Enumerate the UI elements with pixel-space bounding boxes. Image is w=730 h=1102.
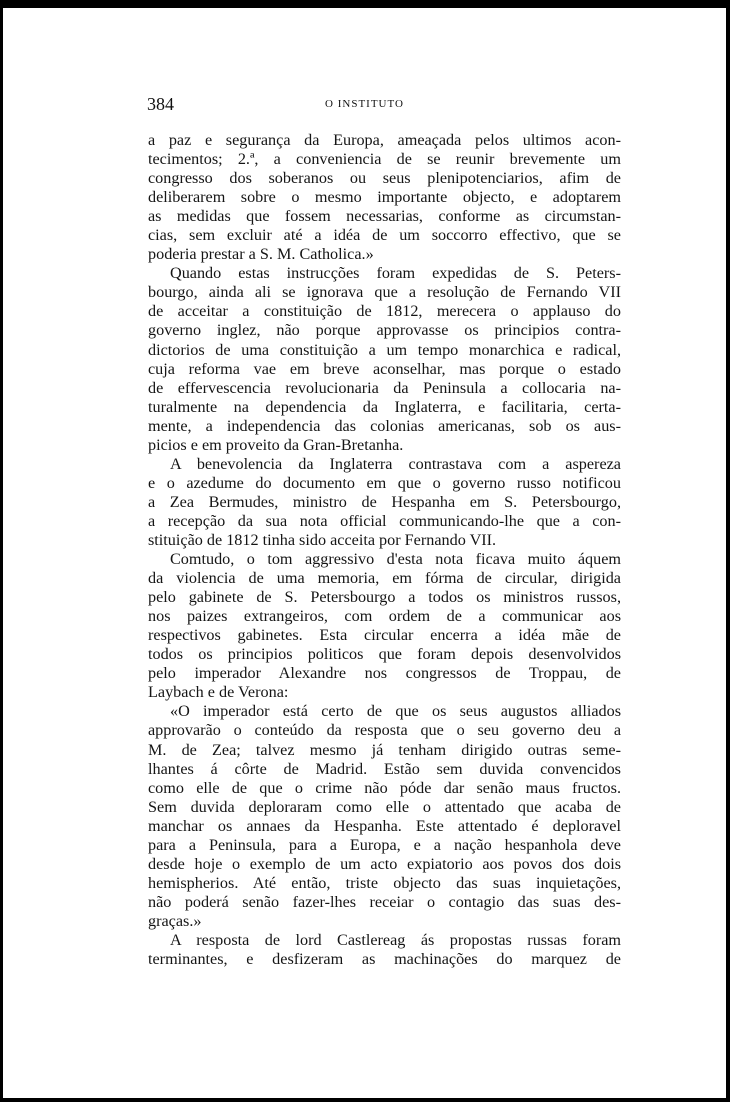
text-line: todos os principios politicos que foram depois desenvolvidos: [148, 645, 621, 664]
text-line: approvarão o conteúdo da resposta que o seu governo deu a: [148, 721, 621, 740]
text-line: cias, sem excluir até a idéa de um soccorro effectivo, que se: [148, 226, 621, 245]
text-line: Sem duvida deploraram como elle o attentado que acaba de: [148, 797, 621, 816]
text-line: M. de Zea; talvez mesmo já tenham dirigido outras seme-: [148, 740, 621, 759]
text-line: stituição de 1812 tinha sido acceita por Fernando VII.: [148, 530, 497, 549]
text-line: lhantes á côrte de Madrid. Estão sem duvida convencidos: [148, 759, 621, 778]
text-line: cuja reforma vae em breve aconselhar, mas porque o estado: [148, 359, 621, 378]
text-line: Comtudo, o tom aggressivo d'esta nota ficava muito áquem: [170, 550, 621, 569]
text-line: a recepção da sua nota official communicando-lhe que a con-: [148, 511, 621, 530]
text-line: «O imperador está certo de que os seus augustos alliados: [170, 702, 621, 721]
text-line: a paz e segurança da Europa, ameaçada pelos ultimos acon-: [148, 131, 621, 149]
text-line: desde hoje o exemplo de um acto expiatorio aos povos dos dois: [148, 854, 621, 873]
text-line: hemispherios. Até então, triste objecto das suas inquietações,: [148, 873, 621, 892]
text-line: da violencia de uma memoria, em fórma de circular, dirigida: [148, 569, 621, 588]
text-line: picios e em proveito da Gran-Bretanha.: [148, 435, 404, 454]
text-line: governo inglez, não porque approvasse os principios contra-: [148, 321, 621, 340]
text-line: pelo imperador Alexandre nos congressos de Troppau, de: [148, 664, 621, 683]
text-line: deliberarem sobre o mesmo importante objecto, e adoptarem: [148, 188, 621, 207]
text-line: de acceitar a constituição de 1812, merecera o applauso do: [148, 302, 621, 321]
text-line: as medidas que fossem necessarias, conforme as circumstan-: [148, 207, 621, 226]
text-line: A resposta de lord Castlereag ás propostas russas foram: [170, 930, 621, 949]
text-line: bourgo, ainda ali se ignorava que a resolução de Fernando VII: [148, 283, 621, 302]
running-title: O INSTITUTO: [325, 98, 404, 110]
page-number: 384: [147, 94, 174, 114]
text-line: tecimentos; 2.ª, a conveniencia de se reunir brevemente um: [148, 150, 621, 169]
page-header: [3, 94, 726, 118]
text-line: como elle de que o crime não póde dar senão maus fructos.: [148, 778, 621, 797]
text-line: de effervescencia revolucionaria da Peninsula a collocaria na-: [148, 378, 621, 397]
text-line: Quando estas instrucções foram expedidas de S. Peters-: [170, 264, 621, 283]
text-line: Laybach e de Verona:: [148, 683, 289, 702]
text-line: dictorios de uma constituição a um tempo monarchica e radical,: [148, 340, 621, 359]
text-line: A benevolencia da Inglaterra contrastava com a aspereza: [170, 454, 621, 473]
text-line: terminantes, e desfizeram as machinações do marquez de: [148, 950, 621, 969]
text-line: nos paizes extrangeiros, com ordem de a communicar aos: [148, 607, 621, 626]
text-line: não poderá senão fazer-lhes receiar o contagio das suas des-: [148, 892, 621, 911]
text-line: a Zea Bermudes, ministro de Hespanha em S. Petersbourgo,: [148, 492, 621, 511]
text-line: congresso dos soberanos ou seus plenipotenciarios, afim de: [148, 169, 621, 188]
text-line: respectivos gabinetes. Esta circular encerra a idéa mãe de: [148, 626, 621, 645]
text-line: graças.»: [148, 911, 202, 930]
text-line: e o azedume do documento em que o governo russo notificou: [148, 473, 621, 492]
body-text: [148, 131, 621, 969]
text-line: turalmente na dependencia da Inglaterra, e facilitaria, certa-: [148, 397, 621, 416]
text-line: mente, a independencia das colonias americanas, sob os aus-: [148, 416, 621, 435]
text-line: para a Peninsula, para a Europa, e a nação hespanhola deve: [148, 835, 621, 854]
book-page: [3, 8, 726, 1098]
text-line: manchar os annaes da Hespanha. Este attentado é deploravel: [148, 816, 621, 835]
text-line: poderia prestar a S. M. Catholica.»: [148, 245, 374, 264]
text-line: pelo gabinete de S. Petersbourgo a todos os ministros russos,: [148, 588, 621, 607]
